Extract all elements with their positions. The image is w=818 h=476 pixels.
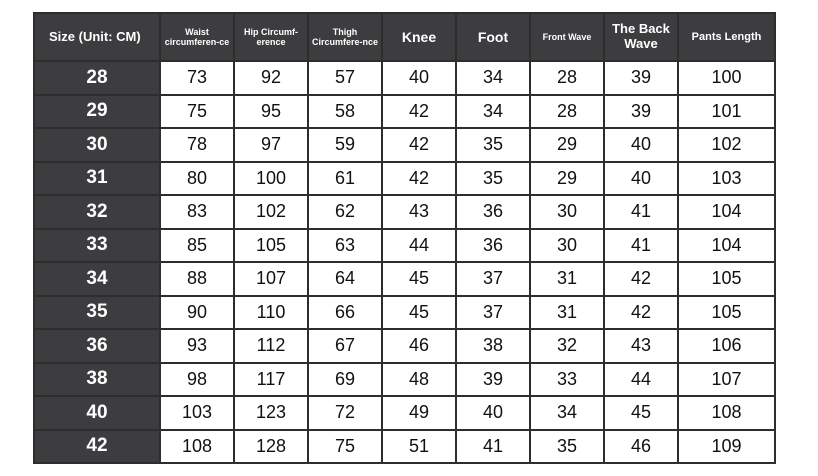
cell-thigh: 75 [308, 430, 382, 464]
cell-back-wave: 40 [604, 162, 678, 196]
cell-pants-length: 105 [678, 296, 775, 330]
cell-foot: 40 [456, 396, 530, 430]
cell-thigh: 63 [308, 229, 382, 263]
cell-hip: 112 [234, 329, 308, 363]
cell-waist: 78 [160, 128, 234, 162]
cell-waist: 85 [160, 229, 234, 263]
cell-knee: 43 [382, 195, 456, 229]
cell-waist: 103 [160, 396, 234, 430]
header-back-wave: The Back Wave [604, 13, 678, 61]
cell-foot: 41 [456, 430, 530, 464]
cell-pants-length: 105 [678, 262, 775, 296]
cell-size: 38 [34, 363, 160, 397]
header-row [34, 13, 775, 61]
cell-hip: 105 [234, 229, 308, 263]
cell-thigh: 64 [308, 262, 382, 296]
cell-foot: 35 [456, 128, 530, 162]
cell-size: 35 [34, 296, 160, 330]
cell-foot: 36 [456, 195, 530, 229]
header-foot: Foot [456, 13, 530, 61]
header-knee: Knee [382, 13, 456, 61]
cell-back-wave: 46 [604, 430, 678, 464]
cell-back-wave: 40 [604, 128, 678, 162]
cell-back-wave: 42 [604, 296, 678, 330]
cell-size: 29 [34, 95, 160, 129]
cell-size: 31 [34, 162, 160, 196]
cell-size: 32 [34, 195, 160, 229]
cell-front-wave: 30 [530, 229, 604, 263]
cell-back-wave: 41 [604, 195, 678, 229]
cell-hip: 123 [234, 396, 308, 430]
cell-hip: 92 [234, 61, 308, 95]
cell-foot: 39 [456, 363, 530, 397]
table-row [34, 396, 775, 430]
cell-knee: 51 [382, 430, 456, 464]
size-table [33, 12, 776, 464]
cell-pants-length: 104 [678, 195, 775, 229]
cell-thigh: 72 [308, 396, 382, 430]
cell-thigh: 61 [308, 162, 382, 196]
table-header [34, 13, 775, 61]
cell-foot: 37 [456, 296, 530, 330]
cell-front-wave: 29 [530, 128, 604, 162]
cell-front-wave: 31 [530, 296, 604, 330]
header-pants-length: Pants Length [678, 13, 775, 61]
cell-front-wave: 28 [530, 61, 604, 95]
cell-pants-length: 109 [678, 430, 775, 464]
cell-front-wave: 32 [530, 329, 604, 363]
cell-size: 33 [34, 229, 160, 263]
cell-size: 42 [34, 430, 160, 464]
table-row [34, 162, 775, 196]
cell-hip: 102 [234, 195, 308, 229]
cell-knee: 42 [382, 95, 456, 129]
cell-hip: 100 [234, 162, 308, 196]
table-row [34, 61, 775, 95]
cell-hip: 110 [234, 296, 308, 330]
cell-front-wave: 34 [530, 396, 604, 430]
table-row [34, 195, 775, 229]
cell-thigh: 69 [308, 363, 382, 397]
table-row [34, 296, 775, 330]
cell-back-wave: 39 [604, 95, 678, 129]
cell-size: 40 [34, 396, 160, 430]
cell-pants-length: 101 [678, 95, 775, 129]
header-hip: Hip Circumf-erence [234, 13, 308, 61]
cell-knee: 42 [382, 128, 456, 162]
cell-waist: 88 [160, 262, 234, 296]
cell-back-wave: 43 [604, 329, 678, 363]
table-row [34, 329, 775, 363]
cell-knee: 42 [382, 162, 456, 196]
cell-knee: 44 [382, 229, 456, 263]
cell-size: 36 [34, 329, 160, 363]
header-thigh: Thigh Circumfere-nce [308, 13, 382, 61]
cell-hip: 117 [234, 363, 308, 397]
cell-thigh: 58 [308, 95, 382, 129]
table-row [34, 128, 775, 162]
cell-pants-length: 106 [678, 329, 775, 363]
cell-waist: 83 [160, 195, 234, 229]
table-row [34, 363, 775, 397]
cell-front-wave: 31 [530, 262, 604, 296]
cell-front-wave: 29 [530, 162, 604, 196]
cell-foot: 35 [456, 162, 530, 196]
cell-size: 34 [34, 262, 160, 296]
cell-hip: 95 [234, 95, 308, 129]
cell-front-wave: 33 [530, 363, 604, 397]
table-row [34, 95, 775, 129]
table-row [34, 262, 775, 296]
cell-size: 30 [34, 128, 160, 162]
cell-knee: 40 [382, 61, 456, 95]
cell-back-wave: 42 [604, 262, 678, 296]
cell-waist: 108 [160, 430, 234, 464]
cell-waist: 90 [160, 296, 234, 330]
cell-hip: 128 [234, 430, 308, 464]
cell-foot: 38 [456, 329, 530, 363]
cell-waist: 80 [160, 162, 234, 196]
cell-pants-length: 100 [678, 61, 775, 95]
cell-knee: 48 [382, 363, 456, 397]
cell-thigh: 67 [308, 329, 382, 363]
cell-thigh: 57 [308, 61, 382, 95]
header-front-wave: Front Wave [530, 13, 604, 61]
cell-size: 28 [34, 61, 160, 95]
cell-waist: 93 [160, 329, 234, 363]
size-chart [33, 12, 774, 464]
cell-thigh: 62 [308, 195, 382, 229]
table-body [34, 61, 775, 463]
header-size: Size (Unit: CM) [34, 13, 160, 61]
table-row [34, 430, 775, 464]
cell-pants-length: 108 [678, 396, 775, 430]
cell-foot: 37 [456, 262, 530, 296]
cell-hip: 97 [234, 128, 308, 162]
cell-pants-length: 102 [678, 128, 775, 162]
cell-knee: 46 [382, 329, 456, 363]
cell-knee: 49 [382, 396, 456, 430]
cell-back-wave: 44 [604, 363, 678, 397]
cell-waist: 75 [160, 95, 234, 129]
cell-foot: 34 [456, 61, 530, 95]
cell-back-wave: 45 [604, 396, 678, 430]
cell-front-wave: 28 [530, 95, 604, 129]
cell-foot: 34 [456, 95, 530, 129]
cell-waist: 98 [160, 363, 234, 397]
cell-thigh: 66 [308, 296, 382, 330]
cell-front-wave: 35 [530, 430, 604, 464]
cell-foot: 36 [456, 229, 530, 263]
cell-back-wave: 39 [604, 61, 678, 95]
cell-knee: 45 [382, 262, 456, 296]
cell-pants-length: 103 [678, 162, 775, 196]
cell-pants-length: 104 [678, 229, 775, 263]
cell-thigh: 59 [308, 128, 382, 162]
cell-waist: 73 [160, 61, 234, 95]
table-row [34, 229, 775, 263]
cell-hip: 107 [234, 262, 308, 296]
cell-knee: 45 [382, 296, 456, 330]
header-waist: Waist circumferen-ce [160, 13, 234, 61]
cell-front-wave: 30 [530, 195, 604, 229]
cell-pants-length: 107 [678, 363, 775, 397]
cell-back-wave: 41 [604, 229, 678, 263]
